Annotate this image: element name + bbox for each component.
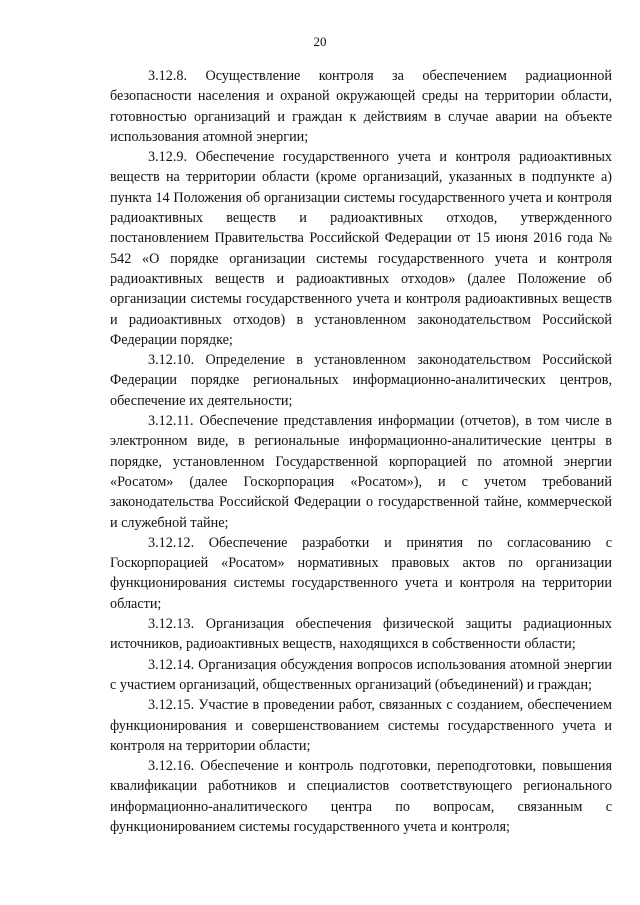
paragraph-3-12-11: 3.12.11. Обеспечение представления информации (отчетов), в том числе в электронном виде, в региональные информационно-аналитические центры в порядке, установленном Государственной корпорацией по атомной энергии «Росатом» (далее Госкорпорация «Росатом»), и с учетом требований законодательства Российской Федерации о государственной тайне, коммерческой и служебной тайне;: [110, 413, 612, 531]
paragraph-3-12-12: 3.12.12. Обеспечение разработки и принятия по согласованию с Госкорпорацией «Росатом» нормативных правовых актов по организации функционирования системы государственного учета и контроля на территории области;: [110, 534, 612, 612]
paragraph-3-12-10: 3.12.10. Определение в установленном законодательством Российской Федерации порядке региональных информационно-аналитических центров, обеспечение их деятельности;: [110, 352, 612, 409]
paragraph-3-12-16: 3.12.16. Обеспечение и контроль подготовки, переподготовки, повышения квалификации работников и специалистов соответствующего регионального информационно-аналитического центра по вопросам, связанным с функционированием системы государственного учета и контроля;: [110, 758, 612, 835]
page-number: 20: [313, 34, 327, 49]
paragraph-3-12-15: 3.12.15. Участие в проведении работ, связанных с созданием, обеспечением функционирования и совершенствованием системы государственного учета и контроля на территории области;: [110, 697, 612, 754]
paragraph-3-12-14: 3.12.14. Организация обсуждения вопросов использования атомной энергии с участием организаций, общественных организаций (объединений) и граждан;: [110, 656, 612, 693]
paragraph-3-12-9: 3.12.9. Обеспечение государственного учета и контроля радиоактивных веществ на территории области (кроме организаций, указанных в подпункте а) пункта 14 Положения об организации системы государственного учета и контроля радиоактивных веществ и радиоактивных отходов, утвержденного постановлением Правительства Российской Федерации от 15 июня 2016 года № 542 «О порядке организации системы государственного учета и контроля радиоактивных веществ и радиоактивных отходов» (далее Положение об организации системы государственного учета и контроля радиоактивных веществ и радиоактивных отходов) в установленном законодательством Российской Федерации порядке;: [110, 149, 612, 348]
paragraph-3-12-13: 3.12.13. Организация обеспечения физической защиты радиационных источников, радиоактивных веществ, находящихся в собственности области;: [110, 616, 612, 653]
document-body: [110, 66, 612, 837]
paragraph-3-12-8: 3.12.8. Осуществление контроля за обеспечением радиационной безопасности населения и охраной окружающей среды на территории области, готовностью организаций и граждан к действиям в случае аварии на объекте использования атомной энергии;: [110, 68, 612, 145]
